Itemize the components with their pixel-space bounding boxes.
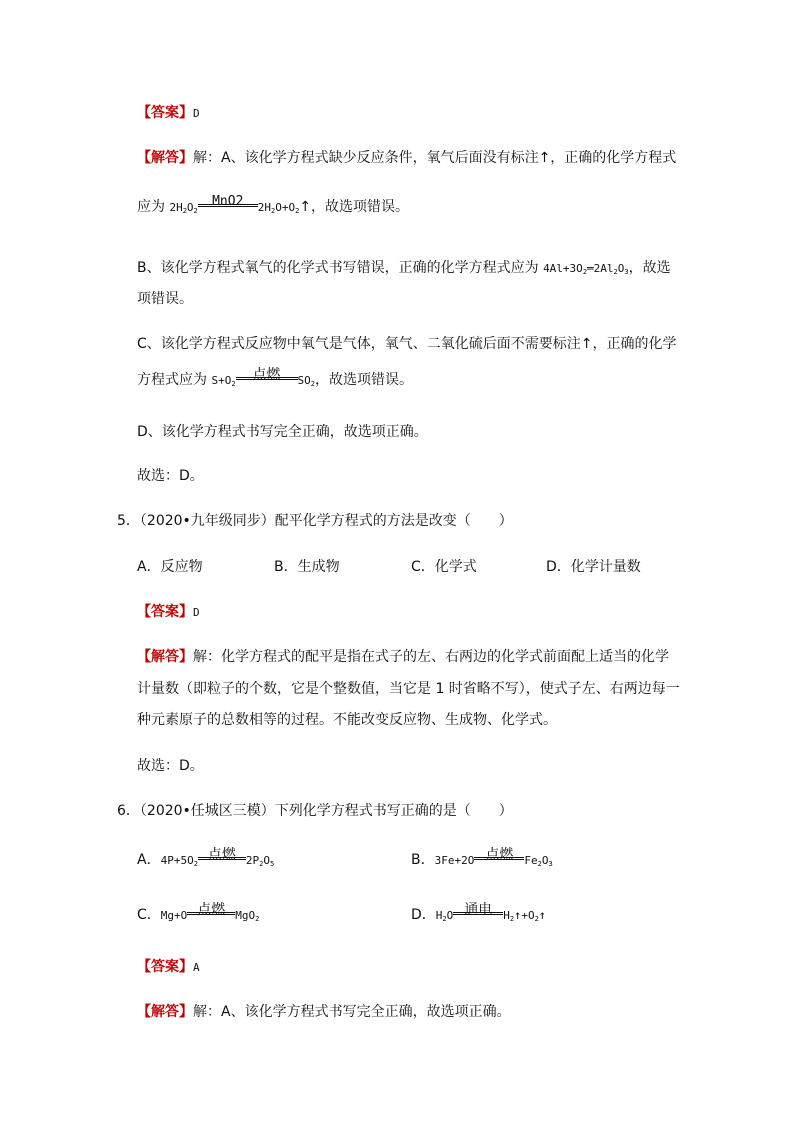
q6-option-b[interactable]	[411, 847, 553, 873]
eq-condition-bar	[474, 847, 524, 870]
q4-analysis-b-line-1	[137, 259, 671, 281]
q4-analysis-d-line	[137, 423, 428, 441]
text-suffix: ，故选项错误。	[315, 372, 414, 388]
q4-analysis-b-line-2	[137, 290, 193, 308]
q5-option-a[interactable]	[137, 558, 203, 576]
answer-value: D	[193, 606, 200, 619]
option-label: C．	[137, 907, 161, 923]
q6-option-d[interactable]	[411, 902, 547, 928]
equation: 3Fe+2O 点燃 $Fe_2O_3$	[434, 847, 553, 868]
eq-condition: 点燃	[197, 902, 226, 918]
q6-stem	[117, 802, 513, 820]
eq-left: H	[435, 909, 443, 922]
text-prefix: 方程式应为	[137, 372, 207, 388]
q4-answer-line	[137, 104, 200, 123]
q5-answer-line	[137, 603, 200, 622]
eq-left: S+O	[211, 374, 232, 387]
eq-left: 4P+5O	[160, 854, 194, 867]
eq-condition: 点燃	[252, 367, 281, 383]
eq-condition-bar	[198, 194, 258, 217]
analysis-text: 计量数（即粒子的个数，它是个整数值，当它是 1 时省略不写），使式子左、右两边每一	[137, 681, 680, 697]
text: 故选：D。	[137, 468, 204, 484]
eq-condition: 点燃	[207, 847, 236, 863]
equation: $H_2O$ 通电 $H_2↑+O_2↑$	[435, 902, 547, 923]
text: C、该化学方程式反应物中氧气是气体，氧气、二氧化硫后面不需要标注↑，正确的化学	[137, 336, 677, 352]
eq-condition: 通电	[464, 902, 493, 918]
answer-label: 【答案】	[137, 604, 193, 620]
q4-analysis-a-line-2	[137, 194, 410, 220]
eq-right: SO	[297, 374, 311, 387]
q5-analysis-line-3	[137, 711, 557, 729]
answer-value: A	[193, 961, 200, 974]
option-text: A．反应物	[137, 559, 203, 575]
q5-choice-line	[137, 757, 204, 775]
option-label: D．	[411, 907, 436, 923]
q6-analysis-line-1	[137, 1003, 511, 1021]
eq-left: 2H	[169, 201, 183, 214]
text: D、该化学方程式书写完全正确，故选项正确。	[137, 424, 428, 440]
equation: Mg+O 点燃 MgO$_2$	[160, 902, 260, 923]
option-label: A．	[137, 852, 161, 868]
analysis-text: 解：化学方程式的配平是指在式子的左、右两边的化学式前面配上适当的化学	[193, 649, 669, 665]
q5-option-c[interactable]	[411, 558, 477, 576]
analysis-label: 【解答】	[137, 649, 193, 665]
answer-label: 【答案】	[137, 959, 193, 975]
analysis-label: 【解答】	[137, 150, 193, 166]
eq-right: H	[503, 909, 510, 922]
question-stem: 5．（2020•九年级同步）配平化学方程式的方法是改变（ ）	[117, 513, 513, 529]
q5-analysis-line-1	[137, 648, 669, 666]
q6-option-a[interactable]	[137, 847, 275, 873]
eq-left: 4Al+3O	[543, 262, 583, 275]
question-stem: 6．（2020•任城区三模）下列化学方程式书写正确的是（ ）	[117, 803, 513, 819]
eq-right: ═2Al	[587, 262, 614, 275]
text: B、该化学方程式氧气的化学式书写错误，正确的化学方程式应为	[137, 260, 539, 276]
answer-label: 【答案】	[137, 105, 193, 121]
text-suffix: ，故选	[628, 260, 671, 276]
analysis-label: 【解答】	[137, 1004, 193, 1020]
equation: $2H_2O_2$ MnO2 $2H_2O+O_2$	[169, 194, 300, 215]
q4-analysis-a-line-1	[137, 149, 676, 167]
eq-condition-bar	[187, 902, 235, 925]
text: 故选：D。	[137, 758, 204, 774]
eq-right: Fe	[524, 854, 538, 867]
eq-condition: 点燃	[485, 847, 514, 863]
option-text: B．生成物	[274, 559, 340, 575]
option-text: D．化学计量数	[546, 559, 641, 575]
text: 项错误。	[137, 291, 193, 307]
q6-option-c[interactable]	[137, 902, 260, 928]
analysis-text: 解：A、该化学方程式缺少反应条件，氧气后面没有标注↑，正确的化学方程式	[193, 150, 677, 166]
text-suffix: ↑，故选项错误。	[299, 199, 410, 215]
eq-condition-bar	[198, 847, 246, 870]
equation: $4P+5O_2$ 点燃 $2P_2O_5$	[160, 847, 275, 868]
eq-left: Mg+O	[160, 909, 188, 922]
q5-option-b[interactable]	[274, 558, 340, 576]
text-prefix: 应为	[137, 199, 165, 215]
eq-right: 2P	[245, 854, 260, 867]
eq-right: 2H	[257, 201, 272, 214]
eq-left: 3Fe+2O	[434, 854, 475, 867]
q4-analysis-c-line-1	[137, 335, 677, 353]
analysis-text: 种元素原子的总数相等的过程。不能改变反应物、生成物、化学式。	[137, 712, 557, 728]
answer-value: D	[193, 107, 200, 120]
q5-analysis-line-2	[137, 680, 680, 698]
q5-stem	[117, 512, 513, 530]
q4-analysis-c-line-2	[137, 367, 414, 393]
eq-condition: MnO2	[212, 194, 244, 209]
q5-option-d[interactable]	[546, 558, 641, 576]
equation: $4Al+3O_2═2Al_2O_3$	[543, 262, 629, 276]
equation: $S+O_2$ 点燃 $SO_2$	[211, 367, 316, 388]
analysis-text: 解：A、该化学方程式书写完全正确，故选项正确。	[193, 1004, 511, 1020]
eq-condition-bar	[453, 902, 503, 925]
option-label: B．	[411, 852, 435, 868]
q4-choice-line	[137, 467, 204, 485]
q6-answer-line	[137, 958, 200, 977]
eq-right: MgO	[235, 909, 256, 922]
option-text: C．化学式	[411, 559, 477, 575]
